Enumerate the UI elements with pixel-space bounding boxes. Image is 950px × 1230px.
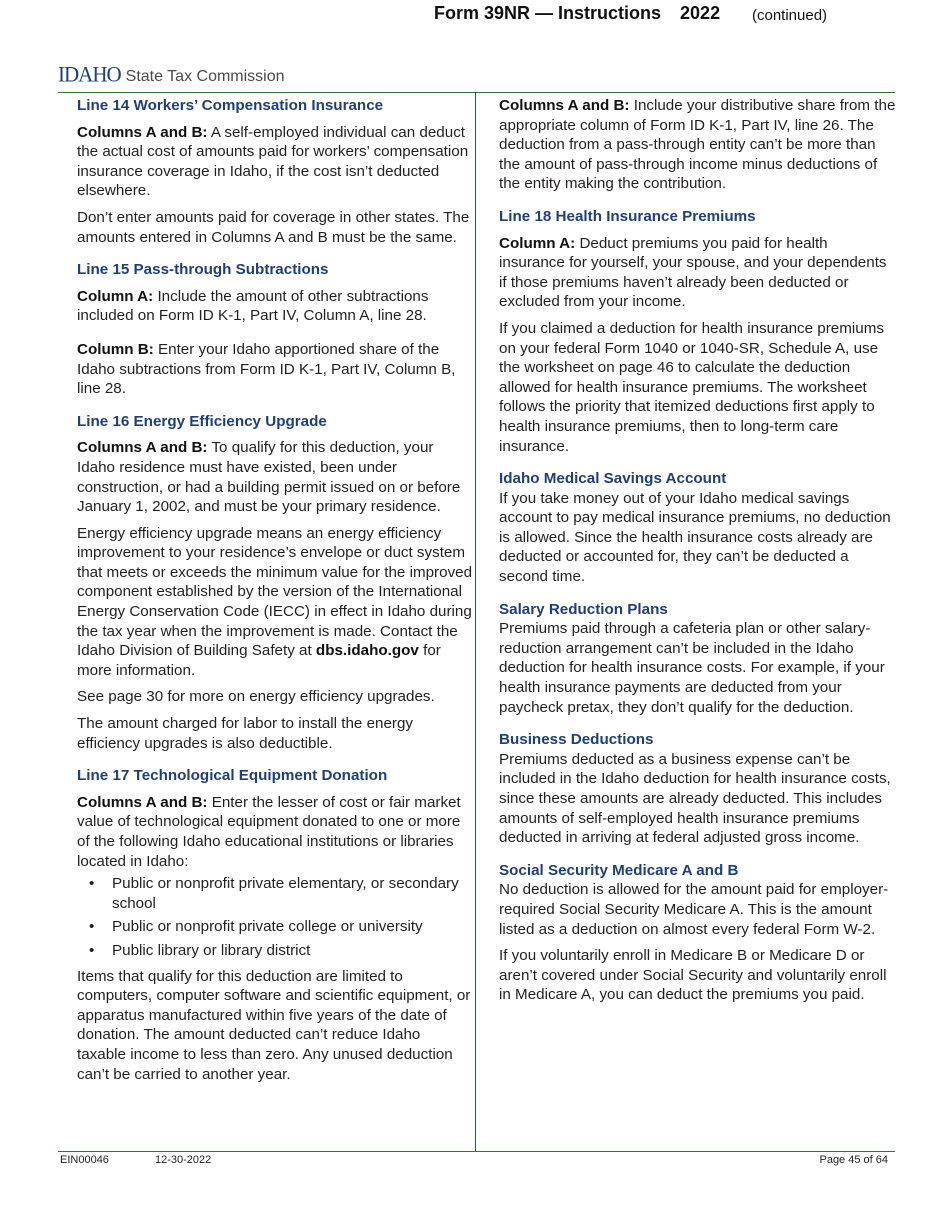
msa-paragraph: If you take money out of your Idaho medical savings account to pay medical insurance premiums, no deduction is allowed. Since the health insurance costs already are deducted or accounted for, they can’t be deducted a second time. <box>499 489 891 586</box>
column-divider <box>475 92 476 1152</box>
form-code: EIN00046 <box>60 1154 109 1166</box>
line17-bold-label: Columns A and B: <box>77 793 208 811</box>
form-year: 2022 <box>680 3 721 23</box>
line16-paragraph-2 <box>77 524 473 681</box>
line16-text-2: Energy efficiency upgrade means an energy efficiency improvement to your residence’s envelope or duct system that meets or exceeds the minimum value for the improved component established by the version of the International Energy Conservation Code (IECC) in effect in Idaho during the tax year when the improvement is made. Contact the Idaho Division of Building Safety at <box>77 524 473 660</box>
line18-bold-label: Column A: <box>499 234 576 252</box>
right-column <box>499 96 897 1012</box>
salary-reduction-heading: Salary Reduction Plans <box>499 600 668 618</box>
business-deductions-paragraph: Premiums deducted as a business expense can’t be included in the Idaho deduction for health insurance costs, since these amounts are already deducted. This includes amounts of self-employed health insurance premiums deducted in arriving at federal adjusted gross income. <box>499 750 891 847</box>
dbs-link[interactable]: dbs.idaho.gov <box>315 642 419 660</box>
line17-paragraph-2: Items that qualify for this deduction are limited to computers, computer software and scientific equipment, or apparatus manufactured within five years of the date of donation. The amount deducted can’t reduce Idaho taxable income to less than zero. Any unused deduction can’t be carried to another year. <box>77 967 471 1083</box>
continued-label: (continued) <box>752 7 828 24</box>
line16-text-1: To qualify for this deduction, your Idaho residence must have existed, been under construction, or had a building permit issued on or before January 1, 2002, and must be your primary residence. <box>77 439 461 516</box>
line14-text-1: A self-employed individual can deduct the actual cost of amounts paid for workers’ compensation insurance coverage in Idaho, if the cost isn’t deducted elsewhere. <box>77 123 469 200</box>
line14-paragraph-1 <box>77 123 473 201</box>
line15-paragraph-2 <box>77 340 473 399</box>
social-security-paragraph-2: If you voluntarily enroll in Medicare B or Medicare D or aren’t covered under Social Security and voluntarily enroll in Medicare A, you can deduct the premiums you paid. <box>499 947 887 1004</box>
line15-bold-label-a: Column A: <box>77 287 154 305</box>
logo-mark: IDAHO <box>58 61 121 87</box>
line16-paragraph-1 <box>77 438 473 516</box>
list-item: • Public or nonprofit private elementary, or secondary school <box>77 874 473 913</box>
line16-text-2-end: for more information. <box>77 642 441 679</box>
line18-heading: Line 18 Health Insurance Premiums <box>499 207 756 225</box>
header-rule <box>58 92 895 93</box>
list-item: • Public or nonprofit private college or university <box>77 917 473 937</box>
line16-bold-label: Columns A and B: <box>77 439 208 457</box>
line14-paragraph-2: Don’t enter amounts paid for coverage in other states. The amounts entered in Columns A and B must be the same. <box>77 208 470 246</box>
line14-heading: Line 14 Workers’ Compensation Insurance <box>77 97 384 114</box>
line15-text-1: Include the amount of other subtractions included on Form ID K-1, Part IV, Column A, line 28. <box>77 287 429 325</box>
page-header <box>58 58 894 92</box>
salary-reduction-paragraph: Premiums paid through a cafeteria plan or other salary-reduction arrangement can’t be included in the Idaho deduction for health insurance costs. For example, if your health insurance payments are deducted from your paycheck pretax, they don’t qualify for the deduction. <box>499 620 885 716</box>
line15-text-2: Enter your Idaho apportioned share of the Idaho subtractions from Form ID K-1, Part IV, Column B, line 28. <box>77 340 456 398</box>
line17-text-1: Enter the lesser of cost or fair market value of technological equipment donated to one or more of the following Idaho educational institutions or libraries located in Idaho: <box>77 793 461 870</box>
line18-paragraph-2: If you claimed a deduction for health insurance premiums on your federal Form 1040 or 1040-SR, Schedule A, use the worksheet on page 46 to calculate the deduction allowed for health insurance premiums. The worksheet follows the priority that itemized deductions first apply to health insurance premiums, then to long-term care insurance. <box>499 319 884 455</box>
continued-text: Include your distributive share from the appropriate column of Form ID K-1, Part IV, line 26. The deduction from a pass-through entity can’t be more than the amount of pass-through income minus deductions of the entity making the contribution. <box>499 97 896 193</box>
line15-heading: Line 15 Pass-through Subtractions <box>77 261 329 279</box>
continued-bold-label: Columns A and B: <box>499 97 630 114</box>
left-column <box>77 96 473 1091</box>
line17-paragraph-1 <box>77 793 473 871</box>
business-deductions-heading: Business Deductions <box>499 731 654 749</box>
continued-paragraph <box>499 96 897 194</box>
line17-heading: Line 17 Technological Equipment Donation <box>77 767 388 785</box>
line15-paragraph-1 <box>77 287 473 326</box>
msa-heading: Idaho Medical Savings Account <box>499 470 727 488</box>
line18-text-1: Deduct premiums you paid for health insurance for yourself, your spouse, and your dependents if those premiums haven’t already been deducted or excluded from your income. <box>499 234 887 311</box>
line15-bold-label-b: Column B: <box>77 340 154 358</box>
list-item: • Public library or library district <box>77 941 473 961</box>
idaho-logo <box>58 62 285 87</box>
line17-bullet-list <box>77 874 473 960</box>
page-number: Page 45 of 64 <box>819 1154 888 1166</box>
agency-name: State Tax Commission <box>125 68 285 85</box>
form-title-text: Form 39NR — Instructions <box>434 3 662 23</box>
line16-paragraph-4: The amount charged for labor to install the energy efficiency upgrades is also deductible. <box>77 715 414 752</box>
line14-bold-label: Columns A and B: <box>77 123 208 141</box>
social-security-paragraph-1: No deduction is allowed for the amount paid for employer-required Social Security Medicare A. This is the amount listed as a deduction on almost every federal Form W-2. <box>499 881 889 938</box>
form-title <box>434 3 720 24</box>
line16-heading: Line 16 Energy Efficiency Upgrade <box>77 412 327 430</box>
line18-paragraph-1 <box>499 234 897 312</box>
social-security-heading: Social Security Medicare A and B <box>499 861 739 879</box>
revision-date: 12-30-2022 <box>155 1154 212 1166</box>
line16-paragraph-3: See page 30 for more on energy efficiency upgrades. <box>77 688 435 706</box>
footer-rule <box>58 1151 895 1152</box>
